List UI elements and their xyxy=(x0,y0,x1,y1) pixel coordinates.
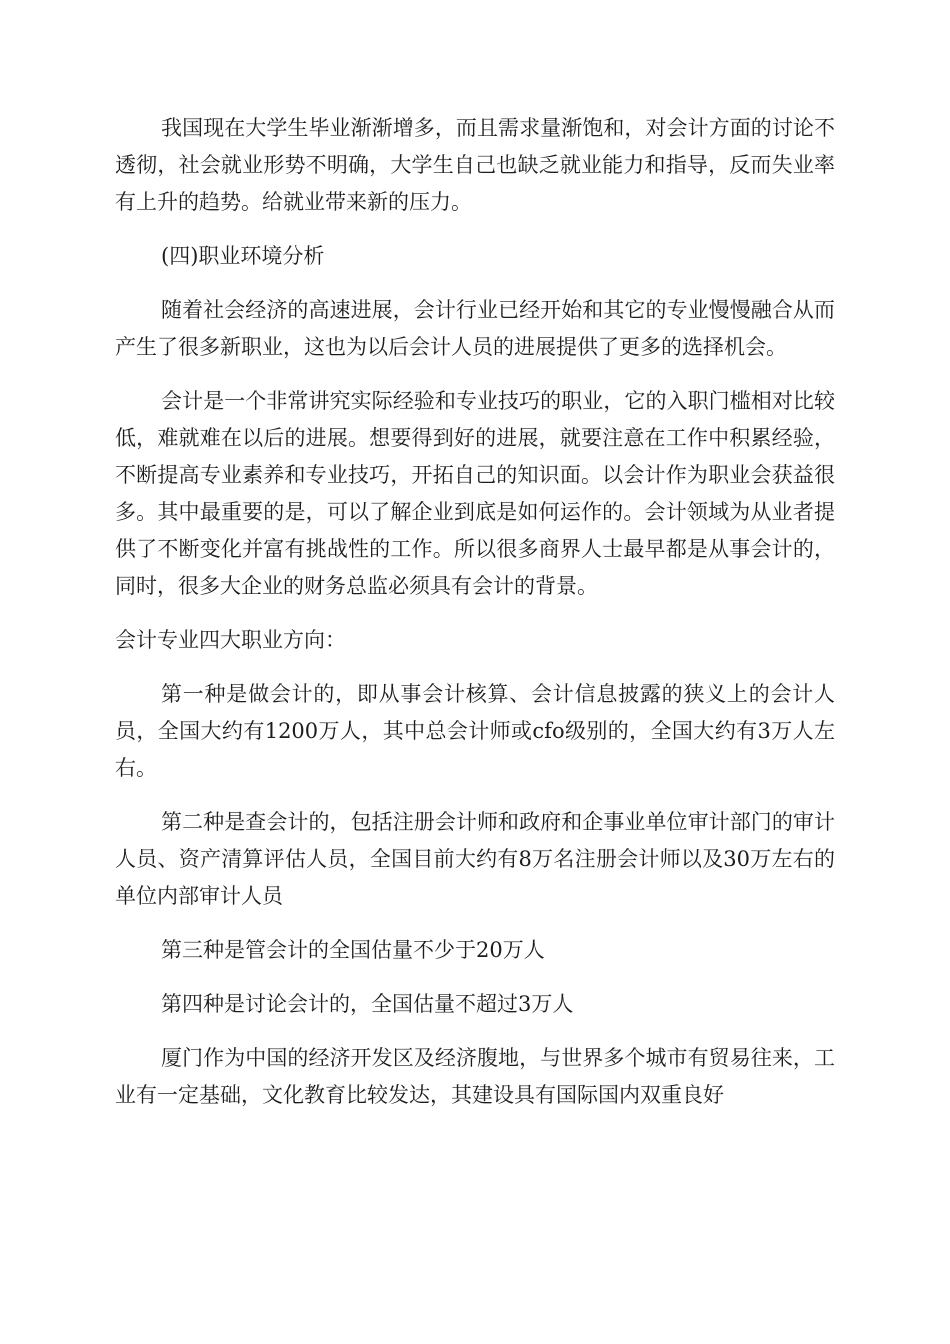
paragraph-accounting-career: 会计是一个非常讲究实际经验和专业技巧的职业，它的入职门槛相对比较低，难就难在以后的进展。想要得到好的进展，就要注意在工作中积累经验，不断提高专业素养和专业技巧，开拓自己的知识面。以会计作为职业会获益很多。其中最重要的是，可以了解企业到底是如何运作的。会计领域为从业者提供了不断变化并富有挑战性的工作。所以很多商界人士最早都是从事会计的，同时，很多大企业的财务总监必须具有会计的背景。 xyxy=(115,389,835,598)
list-heading-career-directions: 会计专业四大职业方向： xyxy=(115,628,346,652)
list-item-direction-1: 第一种是做会计的，即从事会计核算、会计信息披露的狭义上的会计人员，全国大约有1200万人，其中总会计师或cfo级别的，全国大约有3万人左右。 xyxy=(115,682,835,780)
paragraph-xiamen: 厦门作为中国的经济开发区及经济腹地，与世界多个城市有贸易往来，工业有一定基础，文化教育比较发达，其建设具有国际国内双重良好 xyxy=(115,1046,835,1107)
section-heading-career-environment: (四)职业环境分析 xyxy=(161,244,325,268)
list-item-direction-4: 第四种是讨论会计的，全国估量不超过3万人 xyxy=(161,992,574,1016)
list-item-direction-3: 第三种是管会计的全国估量不少于20万人 xyxy=(161,938,545,962)
paragraph-employment-pressure: 我国现在大学生毕业渐渐增多，而且需求量渐饱和，对会计方面的讨论不透彻，社会就业形势不明确，大学生自己也缺乏就业能力和指导，反而失业率有上升的趋势。给就业带来新的压力。 xyxy=(115,116,835,214)
paragraph-industry-fusion: 随着社会经济的高速进展，会计行业已经开始和其它的专业慢慢融合从而产生了很多新职业，这也为以后会计人员的进展提供了更多的选择机会。 xyxy=(115,298,835,359)
list-item-direction-2: 第二种是查会计的，包括注册会计师和政府和企事业单位审计部门的审计人员、资产清算评估人员，全国目前大约有8万名注册会计师以及30万左右的单位内部审计人员 xyxy=(115,810,835,908)
document-body xyxy=(115,110,835,1131)
